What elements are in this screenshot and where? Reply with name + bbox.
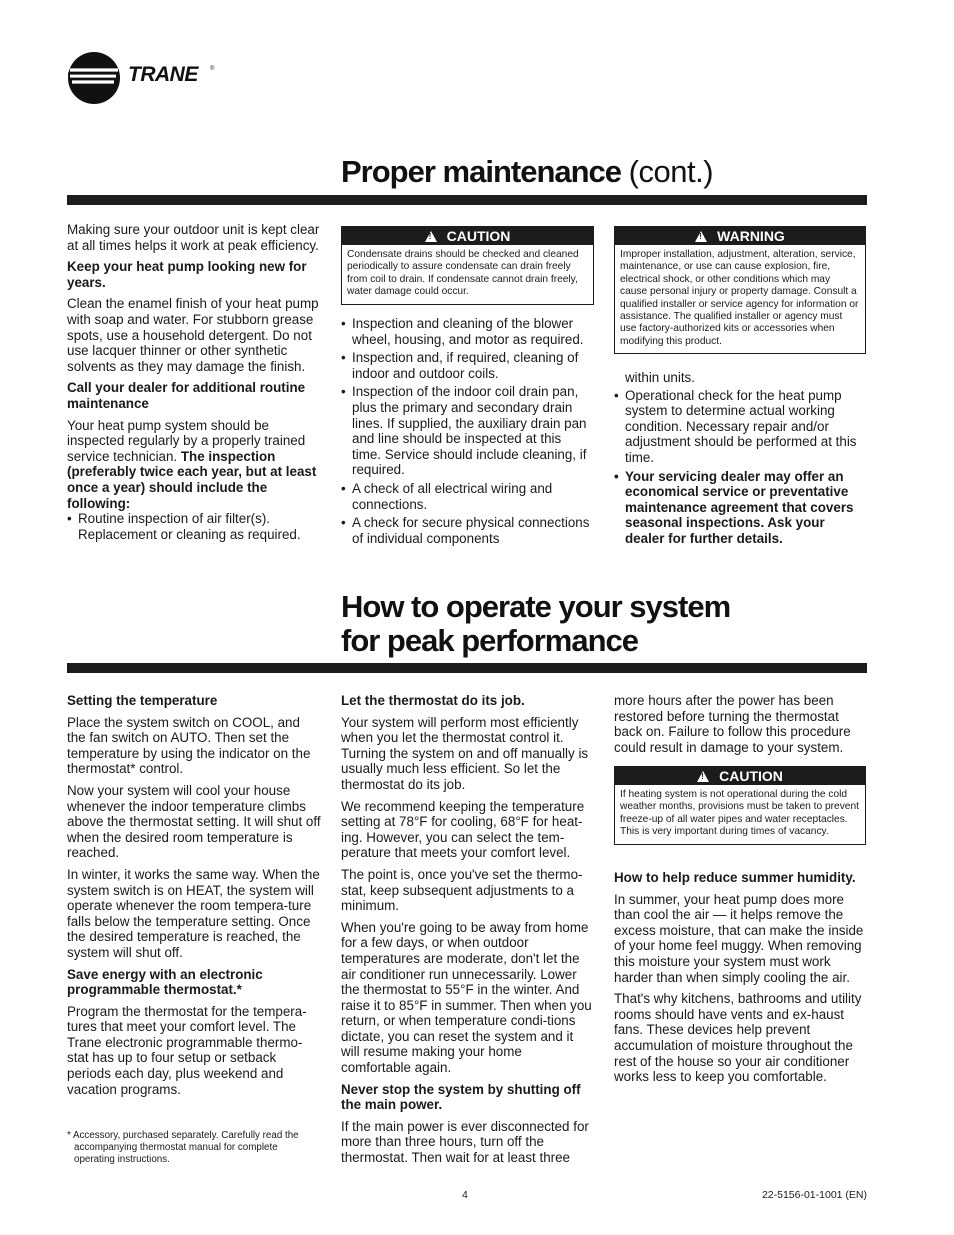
list-item: • A check for secure physical connections of individual components	[341, 515, 593, 546]
maintenance-column-2	[341, 316, 593, 552]
title-line-1: How to operate your system	[341, 589, 731, 624]
list-item: • Inspection and, if required, cleaning of indoor and outdoor coils.	[341, 350, 593, 381]
bullet-list	[67, 511, 321, 542]
operate-column-3	[614, 693, 866, 761]
warning-header: !WARNING	[615, 227, 865, 245]
paragraph: In winter, it works the same way. When the system switch is on HEAT, the system will operate whenever the room tempera-ture falls below the temperature setting. Once the desired temperature is reached, the system will shut off.	[67, 866, 320, 960]
bullet-list	[341, 316, 593, 546]
subheading: Keep your heat pump looking new for years.	[67, 259, 307, 290]
footnote: * Accessory, purchased separately. Carefully read the accompanying thermostat manual for complete operating instructions.	[67, 1130, 299, 1165]
operate-column-3-lower	[614, 870, 868, 1091]
paragraph: The point is, once you've set the thermo-stat, keep subsequent adjustments to a minimum.	[341, 866, 583, 914]
subheading: How to help reduce summer humidity.	[614, 870, 856, 885]
title-line-2: for peak performance	[341, 623, 638, 658]
paragraph: We recommend keeping the temperature setting at 78°F for cooling, 68°F for heat-ing. However, you can select the tem-perature that meets your comfort level.	[341, 798, 585, 861]
title-light: (cont.)	[628, 154, 714, 189]
paragraph: Program the thermostat for the tempera-tures that meet your comfort level. The Trane electronic programmable thermo-stat has up to four setup or setback periods each day, plus weekend and vacation programs.	[67, 1003, 307, 1097]
maintenance-column-1	[67, 222, 321, 548]
paragraph: Your heat pump system should be inspected regularly by a properly trained service technician. The inspection (preferably twice each year, but at least once a year) should include the following:	[67, 417, 317, 511]
registered-mark: ®	[210, 66, 215, 72]
section-rule	[67, 663, 867, 673]
subheading: Call your dealer for additional routine maintenance	[67, 380, 306, 411]
paragraph: If the main power is ever disconnected for more than three hours, turn off the thermostat. Then wait for at least three	[341, 1118, 589, 1166]
section-title-operate	[341, 590, 730, 658]
subheading: Let the thermostat do its job.	[341, 693, 525, 708]
warning-triangle-icon	[425, 231, 437, 242]
title-bold: Proper maintenance	[341, 154, 622, 189]
list-item: • Your servicing dealer may offer an economical service or preventative maintenance agreement that covers seasonal inspections. Ask your dealer for further details.	[614, 469, 866, 547]
section-rule	[67, 195, 867, 205]
caution-box	[614, 766, 866, 845]
list-item: • Inspection and cleaning of the blower wheel, housing, and motor as required.	[341, 316, 593, 347]
list-item: • Operational check for the heat pump system to determine actual working condition. Necessary repair and/or adjustment should be performed at this time.	[614, 388, 866, 466]
maintenance-column-3	[614, 370, 866, 553]
caution-header: !CAUTION	[615, 767, 865, 785]
subheading: Save energy with an electronic programmable thermostat.*	[67, 966, 263, 998]
warning-triangle-icon	[697, 771, 709, 782]
operate-column-1	[67, 693, 321, 1103]
caution-box	[341, 226, 594, 305]
subheading: Setting the temperature	[67, 693, 218, 708]
bullet-list	[614, 388, 866, 547]
warning-text: Improper installation, adjustment, alteration, service, maintenance, or use can cause explosion, fire, electrical shock, or other conditions which may cause personal injury or property damage. Consult a qualified installer or service agency for information or assistance. The qualified installer or agency must use factory-authorized kits or accessories when modifying this product.	[620, 249, 859, 347]
continued-text: within units.	[625, 370, 695, 385]
paragraph: When you're going to be away from home for a few days, or when outdoor temperatures are moderate, don't let the air conditioner run unnecessarily. Lower the thermostat to 55°F in the winter. And raise it to 85°F in summer. Then when you return, or when temperature condi-tions dictate, you can reset the system and it will resume making your home comfortable again.	[341, 919, 592, 1076]
paragraph: That's why kitchens, bathrooms and utility rooms should have vents and ex-haust fans. These devices help prevent accumulation of moisture throughout the rest of the house so your air conditioner works less to keep you comfortable.	[614, 991, 862, 1085]
warning-box	[614, 226, 866, 354]
paragraph: In summer, your heat pump does more than cool the air — it helps remove the excess moisture, that can make the inside of your home feel muggy. When removing this moisture your system must work harder than when simply cooling the air.	[614, 891, 864, 985]
caution-text: Condensate drains should be checked and cleaned periodically to assure condensate can drain freely from coil to drain. If condensate cannot drain freely, water damage could occur.	[347, 249, 579, 298]
paragraph: Now your system will cool your house whenever the indoor temperature climbs above the thermostat setting. It will shut off when the desired room temperature is reached.	[67, 782, 321, 861]
warning-triangle-icon	[695, 231, 707, 242]
list-item: • Routine inspection of air filter(s). Replacement or cleaning as required.	[67, 511, 321, 542]
caution-header: !CAUTION	[342, 227, 593, 245]
caution-text: If heating system is not operational during the cold weather months, provisions must be taken to prevent freeze-up of all water pipes and water receptacles. This is very important during times of vacancy.	[620, 789, 859, 838]
paragraph: Place the system switch on COOL, and the fan switch on AUTO. Then set the temperature by using the indicator on the thermostat* control.	[67, 714, 311, 777]
paragraph: more hours after the power has been restored before turning the thermostat back on. Failure to follow this procedure could result in damage to your system.	[614, 693, 851, 755]
section-title-maintenance	[341, 154, 713, 190]
list-item: • A check of all electrical wiring and connections.	[341, 481, 593, 512]
document-number: 22-5156-01-1001 (EN)	[761, 1189, 867, 1201]
paragraph: Clean the enamel finish of your heat pump with soap and water. For stubborn grease spots, use a household detergent. Do not use lacquer thinner or other synthetic solvents as they may damage the finish.	[67, 296, 319, 374]
brand-name: TRANE	[128, 63, 198, 86]
operate-column-2	[341, 693, 593, 1172]
paragraph: Making sure your outdoor unit is kept clear at all times helps it work at peak efficiency.	[67, 222, 320, 253]
paragraph: Your system will perform most efficiently when you let the thermostat control it. Turning the system on and off manually is usually much less efficient. So let the thermostat do its job.	[341, 714, 589, 792]
page-number: 4	[462, 1189, 468, 1201]
list-item: • Inspection of the indoor coil drain pan, plus the primary and secondary drain lines. If supplied, the auxiliary drain pan and line should be inspected at this time. Service should include cleaning, if required.	[341, 384, 593, 478]
subheading: Never stop the system by shutting off the main power.	[341, 1081, 581, 1113]
